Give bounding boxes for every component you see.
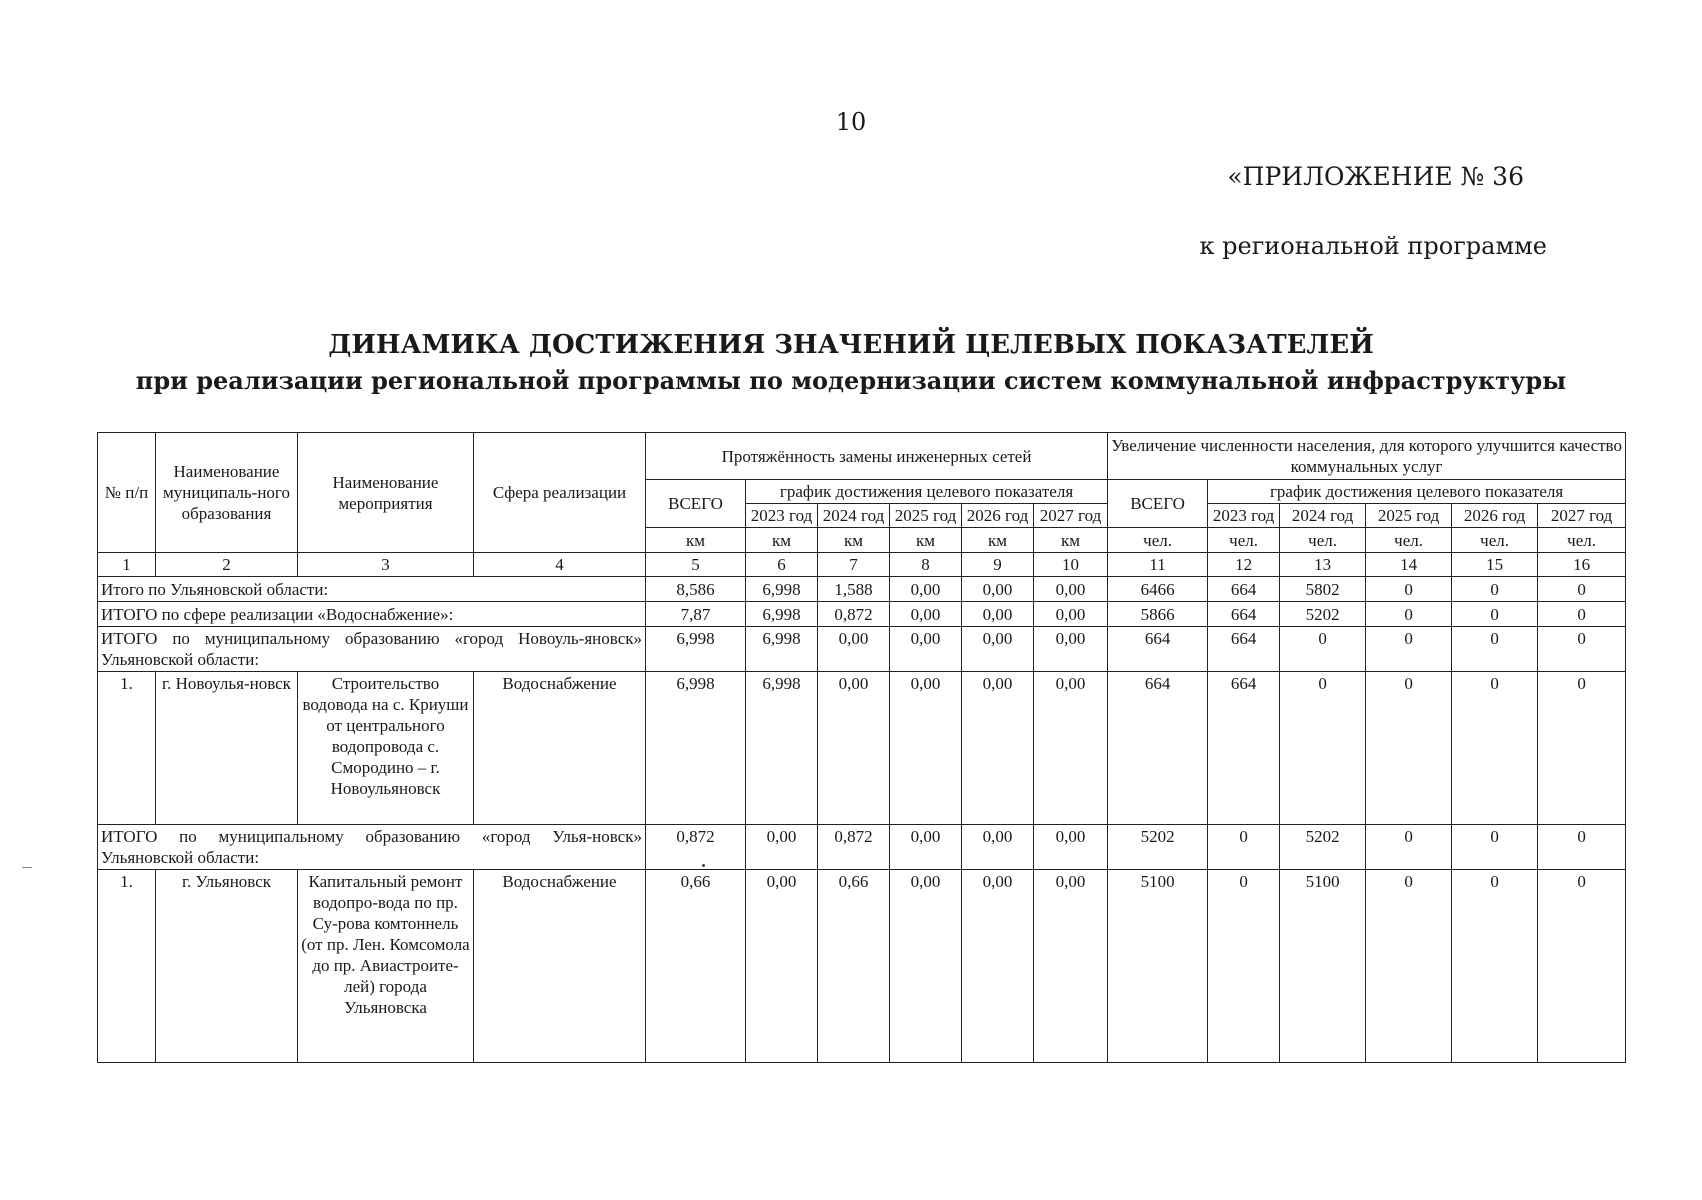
header-population-group: Увеличение численности населения, для которого улучшится качество коммунальных услуг <box>1108 433 1626 480</box>
table-row <box>98 672 1626 825</box>
unit-km: км <box>746 528 818 553</box>
table-cell: 0 <box>1280 627 1366 672</box>
unit-people: чел. <box>1208 528 1280 553</box>
table-cell: 664 <box>1108 672 1208 825</box>
table-row <box>98 870 1626 1063</box>
row-label: Итого по Ульяновской области: <box>98 577 646 602</box>
table-cell: 5202 <box>1108 825 1208 870</box>
table-cell: 0,00 <box>746 825 818 870</box>
table-cell: 0 <box>1452 627 1538 672</box>
column-number: 1 <box>98 553 156 577</box>
table-cell: 664 <box>1108 627 1208 672</box>
header-length-total: ВСЕГО <box>646 480 746 528</box>
row-label: ИТОГО по муниципальному образованию «город Новоуль-яновск» Ульяновской области: <box>98 627 646 672</box>
header-sphere: Сфера реализации <box>474 433 646 553</box>
table-cell: 0 <box>1366 627 1452 672</box>
header-year: 2026 год <box>1452 504 1538 528</box>
table-cell: 664 <box>1208 627 1280 672</box>
header-year: 2027 год <box>1538 504 1626 528</box>
table-cell: 6466 <box>1108 577 1208 602</box>
document-title: ДИНАМИКА ДОСТИЖЕНИЯ ЗНАЧЕНИЙ ЦЕЛЕВЫХ ПОКАЗАТЕЛЕЙ <box>328 330 1374 360</box>
column-number: 9 <box>962 553 1034 577</box>
row-label: ИТОГО по сфере реализации «Водоснабжение»: <box>98 602 646 627</box>
table-cell: 0,872 <box>818 602 890 627</box>
table-cell: 0,00 <box>890 672 962 825</box>
table-cell: 0,872 <box>818 825 890 870</box>
event-cell: Капитальный ремонт водопро-вода по пр. Су-рова комтоннель (от пр. Лен. Комсомола до пр. Авиастроите-лей) города Ульяновска <box>298 870 474 1063</box>
column-number: 12 <box>1208 553 1280 577</box>
row-number: 1. <box>98 672 156 825</box>
table-cell: 664 <box>1208 577 1280 602</box>
page-number: 10 <box>835 108 867 136</box>
table-cell: 0 <box>1452 672 1538 825</box>
table-cell: 0 <box>1452 870 1538 1063</box>
table-cell: 0,00 <box>962 577 1034 602</box>
table-cell: 0,872 <box>646 825 746 870</box>
appendix-subtitle: к региональной программе <box>1199 232 1547 260</box>
unit-km: км <box>962 528 1034 553</box>
table-cell: 6,998 <box>646 672 746 825</box>
table-cell: 0,00 <box>1034 627 1108 672</box>
table-cell: 0 <box>1538 627 1626 672</box>
table-cell: 0,00 <box>890 825 962 870</box>
header-year: 2024 год <box>818 504 890 528</box>
table-cell: 664 <box>1208 602 1280 627</box>
table-row <box>98 627 1626 672</box>
header-event: Наименование мероприятия <box>298 433 474 553</box>
table-cell: 6,998 <box>746 577 818 602</box>
column-number: 14 <box>1366 553 1452 577</box>
table-cell: 0 <box>1452 602 1538 627</box>
table-cell: 0 <box>1366 672 1452 825</box>
header-municipality: Наименование муниципаль-ного образования <box>156 433 298 553</box>
unit-people: чел. <box>1538 528 1626 553</box>
municipality-cell: г. Новоулья-новск <box>156 672 298 825</box>
table-cell: 5866 <box>1108 602 1208 627</box>
appendix-title: «ПРИЛОЖЕНИЕ № 36 <box>1227 162 1524 191</box>
table-cell: 7,87 <box>646 602 746 627</box>
table-cell: 0 <box>1452 825 1538 870</box>
table-cell: 0,00 <box>1034 672 1108 825</box>
header-year: 2026 год <box>962 504 1034 528</box>
table-cell: 5202 <box>1280 825 1366 870</box>
table-cell: 0 <box>1538 602 1626 627</box>
header-year: 2025 год <box>1366 504 1452 528</box>
table-cell: 0,00 <box>890 870 962 1063</box>
column-number: 11 <box>1108 553 1208 577</box>
header-year: 2027 год <box>1034 504 1108 528</box>
table-cell: 0,00 <box>818 672 890 825</box>
column-number: 5 <box>646 553 746 577</box>
header-year: 2023 год <box>1208 504 1280 528</box>
table-cell: 6,998 <box>746 672 818 825</box>
unit-people: чел. <box>1108 528 1208 553</box>
table-cell: 0,00 <box>746 870 818 1063</box>
column-number: 13 <box>1280 553 1366 577</box>
header-pop-total: ВСЕГО <box>1108 480 1208 528</box>
unit-people: чел. <box>1452 528 1538 553</box>
indicators-table-wrapper <box>97 432 1626 1063</box>
header-year: 2025 год <box>890 504 962 528</box>
table-cell: 0,00 <box>890 577 962 602</box>
table-cell: 5100 <box>1280 870 1366 1063</box>
margin-mark <box>22 867 32 868</box>
table-row <box>98 825 1626 870</box>
table-cell: 0 <box>1208 870 1280 1063</box>
sphere-cell: Водоснабжение <box>474 870 646 1063</box>
table-cell: 6,998 <box>746 627 818 672</box>
table-cell: 0 <box>1538 577 1626 602</box>
table-cell: 0 <box>1280 672 1366 825</box>
table-cell: 0 <box>1366 602 1452 627</box>
table-cell: 0,66 <box>646 870 746 1063</box>
table-cell: 0,00 <box>1034 602 1108 627</box>
column-number: 6 <box>746 553 818 577</box>
column-number: 8 <box>890 553 962 577</box>
table-cell: 0,66 <box>818 870 890 1063</box>
header-length-group: Протяжённость замены инженерных сетей <box>646 433 1108 480</box>
table-cell: 0,00 <box>890 602 962 627</box>
municipality-cell: г. Ульяновск <box>156 870 298 1063</box>
column-number: 3 <box>298 553 474 577</box>
indicators-table <box>97 432 1626 1063</box>
table-cell: 5802 <box>1280 577 1366 602</box>
table-cell: 5100 <box>1108 870 1208 1063</box>
table-row <box>98 577 1626 602</box>
header-num: № п/п <box>98 433 156 553</box>
column-number: 2 <box>156 553 298 577</box>
table-cell: 0 <box>1538 870 1626 1063</box>
sphere-cell: Водоснабжение <box>474 672 646 825</box>
unit-km: км <box>1034 528 1108 553</box>
table-row <box>98 602 1626 627</box>
table-cell: 6,998 <box>746 602 818 627</box>
table-cell: 0 <box>1538 825 1626 870</box>
column-number: 4 <box>474 553 646 577</box>
unit-km: км <box>646 528 746 553</box>
table-cell: 0 <box>1538 672 1626 825</box>
table-cell: 0,00 <box>962 870 1034 1063</box>
table-cell: 8,586 <box>646 577 746 602</box>
row-number: 1. <box>98 870 156 1063</box>
table-cell: 0,00 <box>1034 870 1108 1063</box>
table-cell: 0,00 <box>890 627 962 672</box>
unit-people: чел. <box>1366 528 1452 553</box>
table-cell: 1,588 <box>818 577 890 602</box>
unit-people: чел. <box>1280 528 1366 553</box>
table-cell: 0,00 <box>1034 577 1108 602</box>
table-cell: 0,00 <box>962 627 1034 672</box>
table-cell: 0 <box>1366 577 1452 602</box>
table-cell: 0 <box>1366 870 1452 1063</box>
unit-km: км <box>818 528 890 553</box>
column-number: 7 <box>818 553 890 577</box>
header-pop-schedule: график достижения целевого показателя <box>1208 480 1626 504</box>
header-length-schedule: график достижения целевого показателя <box>746 480 1108 504</box>
table-cell: 0,00 <box>1034 825 1108 870</box>
row-label: ИТОГО по муниципальному образованию «город Улья-новск» Ульяновской области: <box>98 825 646 870</box>
table-cell: 664 <box>1208 672 1280 825</box>
document-subtitle: при реализации региональной программы по модернизации систем коммунальной инфраструктуры <box>135 366 1567 395</box>
table-cell: 0,00 <box>818 627 890 672</box>
unit-km: км <box>890 528 962 553</box>
table-cell: 0 <box>1452 577 1538 602</box>
column-number: 16 <box>1538 553 1626 577</box>
table-cell: 0 <box>1208 825 1280 870</box>
table-cell: 5202 <box>1280 602 1366 627</box>
table-cell: 0,00 <box>962 672 1034 825</box>
event-cell: Строительство водовода на с. Криуши от центрального водопровода с. Смородино – г. Новоульяновск <box>298 672 474 825</box>
header-year: 2023 год <box>746 504 818 528</box>
table-cell: 0 <box>1366 825 1452 870</box>
column-number: 15 <box>1452 553 1538 577</box>
table-cell: 6,998 <box>646 627 746 672</box>
column-number: 10 <box>1034 553 1108 577</box>
table-cell: 0,00 <box>962 602 1034 627</box>
header-year: 2024 год <box>1280 504 1366 528</box>
table-cell: 0,00 <box>962 825 1034 870</box>
